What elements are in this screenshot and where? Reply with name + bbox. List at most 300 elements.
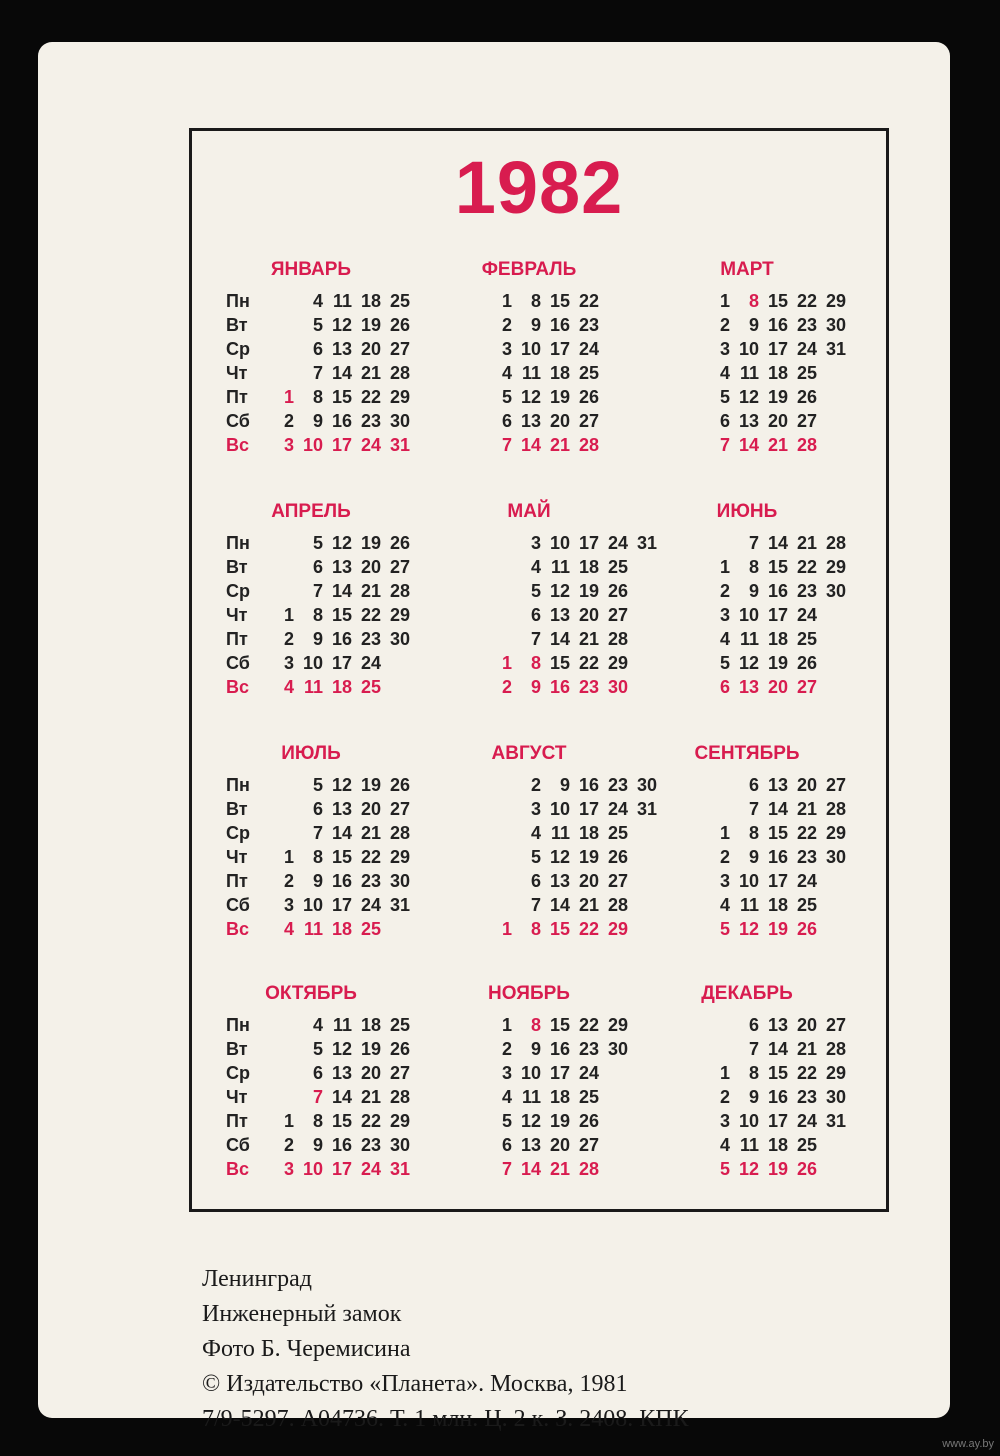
day-cell: 26 <box>578 386 599 407</box>
day-cell: 22 <box>578 652 599 673</box>
day-cell: 10 <box>520 1062 541 1083</box>
weekday-row <box>198 361 424 385</box>
day-cell: 7 <box>501 1158 512 1179</box>
weekday-row <box>198 385 424 409</box>
day-cell <box>492 557 512 578</box>
weekday-row <box>634 289 860 313</box>
day-cell <box>492 629 512 650</box>
day-cell: 18 <box>767 362 788 383</box>
day-cell: 5 <box>530 580 541 601</box>
weekday-row <box>416 651 657 675</box>
day-cell: 15 <box>767 556 788 577</box>
day-cell: 16 <box>767 580 788 601</box>
day-cell <box>492 533 512 554</box>
weekday-label: Вс <box>226 676 250 697</box>
day-cell <box>492 605 512 626</box>
day-cell: 16 <box>331 1134 352 1155</box>
day-cell: 15 <box>549 918 570 939</box>
day-cell: 23 <box>360 1134 381 1155</box>
day-cell: 10 <box>549 532 570 553</box>
day-cell: 11 <box>739 362 759 383</box>
weekday-row <box>634 821 860 845</box>
day-cell: 18 <box>767 628 788 649</box>
day-cell <box>274 557 294 578</box>
weekday-row <box>198 1133 424 1157</box>
weekday-row <box>198 313 424 337</box>
weekday-row <box>198 531 424 555</box>
day-cell: 29 <box>389 604 410 625</box>
month-name: НОЯБРЬ <box>488 983 570 1004</box>
day-cell: 8 <box>312 846 323 867</box>
day-cell <box>492 775 512 796</box>
day-cell: 22 <box>796 556 817 577</box>
day-cell: 27 <box>389 338 410 359</box>
day-cell <box>817 605 846 626</box>
day-cell: 3 <box>283 434 294 455</box>
day-cell: 8 <box>312 604 323 625</box>
month-block <box>416 983 642 1213</box>
day-cell: 20 <box>767 676 788 697</box>
day-cell: 14 <box>331 580 352 601</box>
month-block <box>198 501 424 731</box>
month-grid <box>634 289 860 457</box>
month-grid <box>198 1013 424 1181</box>
day-cell: 8 <box>530 290 541 311</box>
day-cell: 14 <box>331 822 352 843</box>
day-cell: 3 <box>719 1110 730 1131</box>
day-cell: 17 <box>767 604 788 625</box>
day-cell: 1 <box>501 1014 512 1035</box>
day-cell: 19 <box>360 532 381 553</box>
day-cell: 28 <box>389 822 410 843</box>
day-cell: 2 <box>719 846 730 867</box>
day-cell: 11 <box>303 918 323 939</box>
day-cell: 28 <box>825 532 846 553</box>
day-cell: 24 <box>796 1110 817 1131</box>
day-cell: 18 <box>549 362 570 383</box>
day-cell <box>274 1015 294 1036</box>
weekday-row <box>634 845 860 869</box>
month-name: ОКТЯБРЬ <box>265 983 357 1004</box>
day-cell: 11 <box>521 362 541 383</box>
weekday-label: Чт <box>226 362 248 383</box>
day-cell: 30 <box>389 870 410 891</box>
weekday-row <box>634 433 860 457</box>
day-cell: 6 <box>719 410 730 431</box>
day-cell: 27 <box>578 410 599 431</box>
weekday-label: Вс <box>226 1158 250 1179</box>
day-cell: 4 <box>719 894 730 915</box>
weekday-row <box>198 1085 424 1109</box>
day-cell: 13 <box>520 410 541 431</box>
day-cell: 24 <box>360 894 381 915</box>
month-name: СЕНТЯБРЬ <box>694 743 800 764</box>
day-cell: 25 <box>578 1086 599 1107</box>
weekday-label: Чт <box>226 846 248 867</box>
weekday-row <box>198 917 424 941</box>
day-cell <box>274 1087 294 1108</box>
day-cell <box>492 847 512 868</box>
day-cell: 12 <box>331 532 352 553</box>
day-cell: 10 <box>738 870 759 891</box>
day-cell: 7 <box>530 628 541 649</box>
day-cell: 5 <box>719 386 730 407</box>
day-cell: 17 <box>767 338 788 359</box>
day-cell: 16 <box>549 1038 570 1059</box>
weekday-row <box>634 603 860 627</box>
day-cell <box>710 1015 730 1036</box>
day-cell: 19 <box>360 1038 381 1059</box>
day-cell: 15 <box>331 846 352 867</box>
weekday-label: Чт <box>226 604 248 625</box>
weekday-row <box>634 1085 860 1109</box>
day-cell <box>817 363 846 384</box>
day-cell: 7 <box>312 1086 323 1107</box>
weekday-label: Сб <box>226 894 250 915</box>
day-cell: 21 <box>578 628 599 649</box>
weekday-row <box>634 313 860 337</box>
day-cell: 27 <box>389 556 410 577</box>
day-cell: 27 <box>825 774 846 795</box>
day-cell <box>817 435 846 456</box>
day-cell: 3 <box>530 532 541 553</box>
day-cell: 26 <box>389 532 410 553</box>
day-cell: 24 <box>796 870 817 891</box>
month-name: ИЮЛЬ <box>281 743 341 764</box>
day-cell: 30 <box>825 580 846 601</box>
day-cell: 9 <box>748 1086 759 1107</box>
day-cell: 22 <box>360 1110 381 1131</box>
day-cell: 20 <box>767 410 788 431</box>
day-cell: 13 <box>520 1134 541 1155</box>
day-cell <box>817 871 846 892</box>
day-cell <box>817 387 846 408</box>
day-cell: 11 <box>303 676 323 697</box>
day-cell <box>274 533 294 554</box>
month-block <box>198 983 424 1213</box>
weekday-row <box>198 893 424 917</box>
day-cell: 22 <box>796 290 817 311</box>
calendar-card <box>38 42 950 1432</box>
weekday-label: Вт <box>226 1038 248 1059</box>
day-cell: 25 <box>578 362 599 383</box>
day-cell: 6 <box>501 410 512 431</box>
weekday-row <box>198 651 424 675</box>
day-cell: 6 <box>501 1134 512 1155</box>
day-cell: 13 <box>549 604 570 625</box>
day-cell: 19 <box>767 1158 788 1179</box>
day-cell: 30 <box>825 1086 846 1107</box>
footer-publisher: © Издательство «Планета». Москва, 1981 <box>202 1371 628 1397</box>
day-cell <box>381 919 410 940</box>
weekday-label: Пн <box>226 290 250 311</box>
month-block <box>634 743 860 973</box>
day-cell: 9 <box>312 870 323 891</box>
day-cell: 14 <box>520 1158 541 1179</box>
day-cell: 9 <box>312 1134 323 1155</box>
day-cell: 27 <box>389 1062 410 1083</box>
day-cell: 10 <box>302 1158 323 1179</box>
day-cell: 13 <box>549 870 570 891</box>
day-cell: 26 <box>389 1038 410 1059</box>
day-cell <box>381 677 410 698</box>
day-cell: 7 <box>501 434 512 455</box>
day-cell: 28 <box>607 894 628 915</box>
day-cell: 23 <box>796 580 817 601</box>
weekday-row <box>198 675 424 699</box>
day-cell: 30 <box>389 410 410 431</box>
day-cell: 18 <box>331 676 352 697</box>
day-cell: 23 <box>796 1086 817 1107</box>
day-cell: 28 <box>607 628 628 649</box>
day-cell: 31 <box>825 1110 846 1131</box>
day-cell: 9 <box>312 410 323 431</box>
day-cell: 26 <box>607 580 628 601</box>
weekday-row <box>198 1109 424 1133</box>
day-cell: 8 <box>748 556 759 577</box>
day-cell: 15 <box>549 290 570 311</box>
day-cell: 16 <box>767 314 788 335</box>
day-cell: 13 <box>331 338 352 359</box>
month-block <box>634 501 860 731</box>
day-cell: 12 <box>549 846 570 867</box>
day-cell: 20 <box>796 774 817 795</box>
day-cell: 30 <box>636 774 657 795</box>
month-grid <box>416 531 657 699</box>
weekday-row <box>416 845 657 869</box>
day-cell: 8 <box>312 1110 323 1131</box>
day-cell: 9 <box>530 314 541 335</box>
day-cell: 14 <box>331 362 352 383</box>
day-cell: 11 <box>332 1014 352 1035</box>
weekday-label: Пт <box>226 1110 248 1131</box>
weekday-label: Чт <box>226 1086 248 1107</box>
weekday-label: Ср <box>226 580 250 601</box>
day-cell: 6 <box>530 870 541 891</box>
day-cell: 17 <box>767 1110 788 1131</box>
day-cell: 28 <box>578 1158 599 1179</box>
day-cell: 10 <box>302 894 323 915</box>
day-cell: 16 <box>767 1086 788 1107</box>
weekday-label: Вт <box>226 556 248 577</box>
weekday-row <box>634 1013 860 1037</box>
day-cell: 26 <box>389 314 410 335</box>
day-cell: 5 <box>719 918 730 939</box>
day-cell: 21 <box>360 362 381 383</box>
day-cell: 26 <box>607 846 628 867</box>
weekday-row <box>634 1061 860 1085</box>
day-cell: 19 <box>767 918 788 939</box>
day-cell: 1 <box>501 290 512 311</box>
day-cell: 15 <box>549 652 570 673</box>
day-cell: 21 <box>578 894 599 915</box>
day-cell: 2 <box>283 1134 294 1155</box>
day-cell: 25 <box>360 918 381 939</box>
day-cell: 25 <box>607 822 628 843</box>
day-cell: 7 <box>748 1038 759 1059</box>
day-cell <box>274 291 294 312</box>
day-cell: 21 <box>796 532 817 553</box>
day-cell: 5 <box>312 774 323 795</box>
day-cell: 28 <box>578 434 599 455</box>
day-cell <box>817 653 846 674</box>
day-cell: 15 <box>767 1062 788 1083</box>
weekday-row <box>198 1157 424 1181</box>
day-cell: 31 <box>636 532 657 553</box>
day-cell: 27 <box>796 410 817 431</box>
weekday-row <box>198 627 424 651</box>
weekday-row <box>416 433 642 457</box>
weekday-row <box>416 313 642 337</box>
day-cell: 3 <box>283 1158 294 1179</box>
day-cell: 15 <box>549 1014 570 1035</box>
day-cell: 18 <box>331 918 352 939</box>
month-block <box>634 983 860 1213</box>
day-cell: 23 <box>360 628 381 649</box>
weekday-row <box>634 579 860 603</box>
day-cell: 20 <box>796 1014 817 1035</box>
month-name: ЯНВАРЬ <box>270 259 352 280</box>
day-cell: 20 <box>360 1062 381 1083</box>
weekday-row <box>198 337 424 361</box>
day-cell: 8 <box>748 1062 759 1083</box>
weekday-label: Вс <box>226 434 250 455</box>
day-cell: 20 <box>549 1134 570 1155</box>
day-cell: 24 <box>360 434 381 455</box>
day-cell: 7 <box>312 580 323 601</box>
day-cell: 1 <box>283 1110 294 1131</box>
day-cell: 27 <box>607 870 628 891</box>
day-cell: 9 <box>748 314 759 335</box>
day-cell: 14 <box>520 434 541 455</box>
day-cell: 30 <box>607 1038 628 1059</box>
footer-city: Ленинград <box>202 1266 313 1292</box>
day-cell: 30 <box>389 628 410 649</box>
day-cell: 31 <box>389 1158 410 1179</box>
day-cell: 17 <box>578 532 599 553</box>
day-cell: 1 <box>719 556 730 577</box>
day-cell: 5 <box>501 1110 512 1131</box>
day-cell: 28 <box>825 1038 846 1059</box>
day-cell: 18 <box>767 894 788 915</box>
day-cell: 16 <box>549 314 570 335</box>
weekday-row <box>416 1157 642 1181</box>
day-cell: 9 <box>559 774 570 795</box>
day-cell: 11 <box>550 556 570 577</box>
day-cell: 30 <box>389 1134 410 1155</box>
month-block <box>198 743 424 973</box>
month-grid <box>416 289 642 457</box>
day-cell: 6 <box>312 556 323 577</box>
day-cell: 19 <box>360 314 381 335</box>
day-cell: 7 <box>748 798 759 819</box>
weekday-row <box>198 579 424 603</box>
weekday-label: Пн <box>226 1014 250 1035</box>
day-cell: 28 <box>389 1086 410 1107</box>
day-cell: 4 <box>719 362 730 383</box>
day-cell: 17 <box>549 338 570 359</box>
day-cell: 1 <box>719 822 730 843</box>
day-cell: 25 <box>796 362 817 383</box>
day-cell: 5 <box>719 652 730 673</box>
day-cell <box>492 871 512 892</box>
day-cell: 27 <box>796 676 817 697</box>
month-name: ИЮНЬ <box>716 501 778 522</box>
day-cell: 12 <box>331 314 352 335</box>
weekday-row <box>634 337 860 361</box>
day-cell: 5 <box>312 1038 323 1059</box>
day-cell: 27 <box>607 604 628 625</box>
day-cell: 2 <box>530 774 541 795</box>
day-cell: 2 <box>283 410 294 431</box>
weekday-row <box>198 845 424 869</box>
day-cell <box>274 315 294 336</box>
day-cell: 25 <box>607 556 628 577</box>
day-cell: 7 <box>312 822 323 843</box>
weekday-label: Вс <box>226 918 250 939</box>
day-cell: 10 <box>549 798 570 819</box>
day-cell: 28 <box>825 798 846 819</box>
day-cell: 6 <box>312 1062 323 1083</box>
weekday-row <box>416 1061 642 1085</box>
weekday-row <box>416 555 657 579</box>
day-cell: 22 <box>360 604 381 625</box>
weekday-label: Вт <box>226 314 248 335</box>
month-grid <box>634 1013 860 1181</box>
weekday-row <box>416 361 642 385</box>
weekday-label: Ср <box>226 822 250 843</box>
day-cell: 19 <box>360 774 381 795</box>
day-cell: 22 <box>578 918 599 939</box>
day-cell: 3 <box>530 798 541 819</box>
day-cell: 8 <box>748 822 759 843</box>
weekday-row <box>634 893 860 917</box>
day-cell: 26 <box>796 918 817 939</box>
day-cell: 17 <box>549 1062 570 1083</box>
day-cell: 20 <box>360 798 381 819</box>
month-name: ФЕВРАЛЬ <box>481 259 577 280</box>
day-cell: 9 <box>530 676 541 697</box>
day-cell: 19 <box>767 386 788 407</box>
day-cell: 29 <box>825 1062 846 1083</box>
day-cell: 20 <box>578 870 599 891</box>
weekday-row <box>416 1133 642 1157</box>
day-cell: 2 <box>719 580 730 601</box>
day-cell: 18 <box>767 1134 788 1155</box>
day-cell: 24 <box>360 652 381 673</box>
weekday-row <box>198 289 424 313</box>
weekday-row <box>198 773 424 797</box>
day-cell: 6 <box>719 676 730 697</box>
day-cell: 5 <box>501 386 512 407</box>
day-cell: 24 <box>796 604 817 625</box>
day-cell: 30 <box>607 676 628 697</box>
day-cell: 16 <box>331 628 352 649</box>
day-cell: 7 <box>530 894 541 915</box>
day-cell: 9 <box>748 580 759 601</box>
month-grid <box>634 531 860 699</box>
weekday-row <box>416 1109 642 1133</box>
day-cell: 18 <box>578 556 599 577</box>
day-cell: 6 <box>312 338 323 359</box>
day-cell: 1 <box>501 918 512 939</box>
weekday-row <box>198 869 424 893</box>
weekday-label: Ср <box>226 338 250 359</box>
day-cell: 21 <box>767 434 788 455</box>
day-cell: 21 <box>360 580 381 601</box>
day-cell: 10 <box>302 652 323 673</box>
day-cell: 28 <box>796 434 817 455</box>
